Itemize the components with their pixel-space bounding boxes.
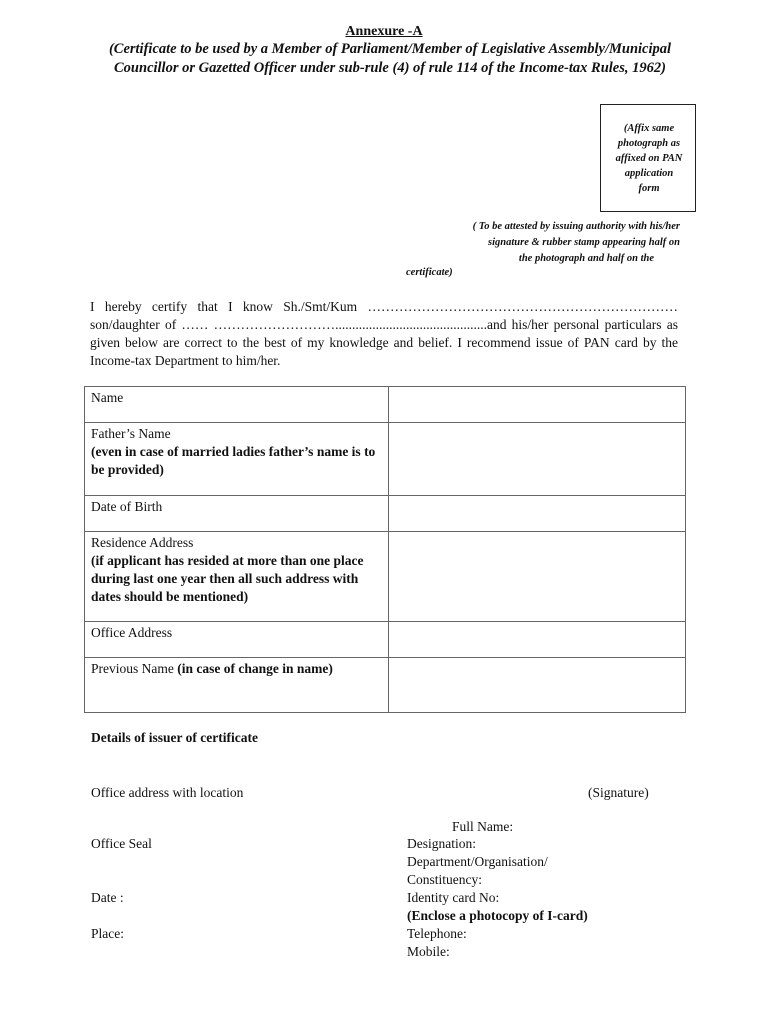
full-name-label: Full Name: xyxy=(452,819,514,834)
label-text: Previous Name xyxy=(91,661,174,676)
label-text: Name xyxy=(91,390,124,405)
issuer-heading: Details of issuer of certificate xyxy=(91,730,258,745)
row-label-office-address xyxy=(85,622,389,658)
office-seal-label: Office Seal xyxy=(91,836,152,851)
identity-card-label: Identity card No: xyxy=(407,890,500,905)
row-label-previous-name xyxy=(85,658,389,713)
label-text: Date of Birth xyxy=(91,499,163,514)
date-label: Date : xyxy=(91,890,124,905)
table-row xyxy=(85,496,686,532)
previous-name-field[interactable] xyxy=(389,658,686,713)
name-field[interactable] xyxy=(389,387,686,423)
page-title: Annexure -A xyxy=(345,24,423,39)
page-subtitle xyxy=(80,40,700,78)
photo-line-2: photograph as xyxy=(617,138,681,149)
office-address-field[interactable] xyxy=(389,622,686,658)
attest-line-4: certificate) xyxy=(406,267,453,278)
row-label-date-of-birth xyxy=(85,496,389,532)
subtitle-line-2: Councillor or Gazetted Officer under sub-rule (4) of rule 114 of the Income-tax Rules, 1962) xyxy=(114,60,666,76)
photo-line-3: affixed on PAN xyxy=(615,153,683,164)
attest-line-3: the photograph and half on the xyxy=(518,253,654,264)
table-row xyxy=(85,622,686,658)
subtitle-line-1: (Certificate to be used by a Member of Parliament/Member of Legislative Assembly/Municipal xyxy=(108,41,672,57)
fathers-name-field[interactable] xyxy=(389,423,686,496)
photo-instructions xyxy=(606,121,692,196)
signature-label: (Signature) xyxy=(588,785,649,800)
photo-line-1: (Affix same xyxy=(623,123,675,134)
label-note: (if applicant has resided at more than one place during last one year then all such address with dates should be mentioned) xyxy=(91,553,364,604)
telephone-label: Telephone: xyxy=(407,926,467,941)
table-row xyxy=(85,387,686,423)
table-row xyxy=(85,532,686,622)
office-address-label: Office address with location xyxy=(91,785,244,800)
label-text: Office Address xyxy=(91,625,173,640)
certification-paragraph: I hereby certify that I know Sh./Smt/Kum …………………………………………………………… son/daughter of …… ……………………….............................................and his/her personal particulars as given below are correct to the best of my knowledge and belief. I recommend issue of PAN card by the Income-tax Department to him/her. xyxy=(90,299,678,368)
mobile-label: Mobile: xyxy=(407,944,450,959)
constituency-label: Constituency: xyxy=(407,872,482,887)
attest-line-2: signature & rubber stamp appearing half on xyxy=(488,237,680,248)
label-text: Father’s Name xyxy=(91,426,171,441)
date-of-birth-field[interactable] xyxy=(389,496,686,532)
department-label: Department/Organisation/ xyxy=(407,854,548,869)
table-row xyxy=(85,423,686,496)
label-text: Residence Address xyxy=(91,535,194,550)
label-note: (even in case of married ladies father’s name is to be provided) xyxy=(91,444,376,477)
place-label: Place: xyxy=(91,926,124,941)
residence-address-field[interactable] xyxy=(389,532,686,622)
table-row xyxy=(85,658,686,713)
attest-line-1: ( To be attested by issuing authority with his/her xyxy=(472,221,680,232)
attestation-note xyxy=(330,219,680,267)
enclose-note: (Enclose a photocopy of I-card) xyxy=(407,908,588,923)
details-table xyxy=(84,386,686,713)
row-label-fathers-name xyxy=(85,423,389,496)
photo-line-5: form xyxy=(638,183,660,194)
photo-line-4: application xyxy=(624,168,674,179)
label-note: (in case of change in name) xyxy=(177,661,333,676)
row-label-residence-address xyxy=(85,532,389,622)
row-label-name xyxy=(85,387,389,423)
designation-label: Designation: xyxy=(407,836,476,851)
